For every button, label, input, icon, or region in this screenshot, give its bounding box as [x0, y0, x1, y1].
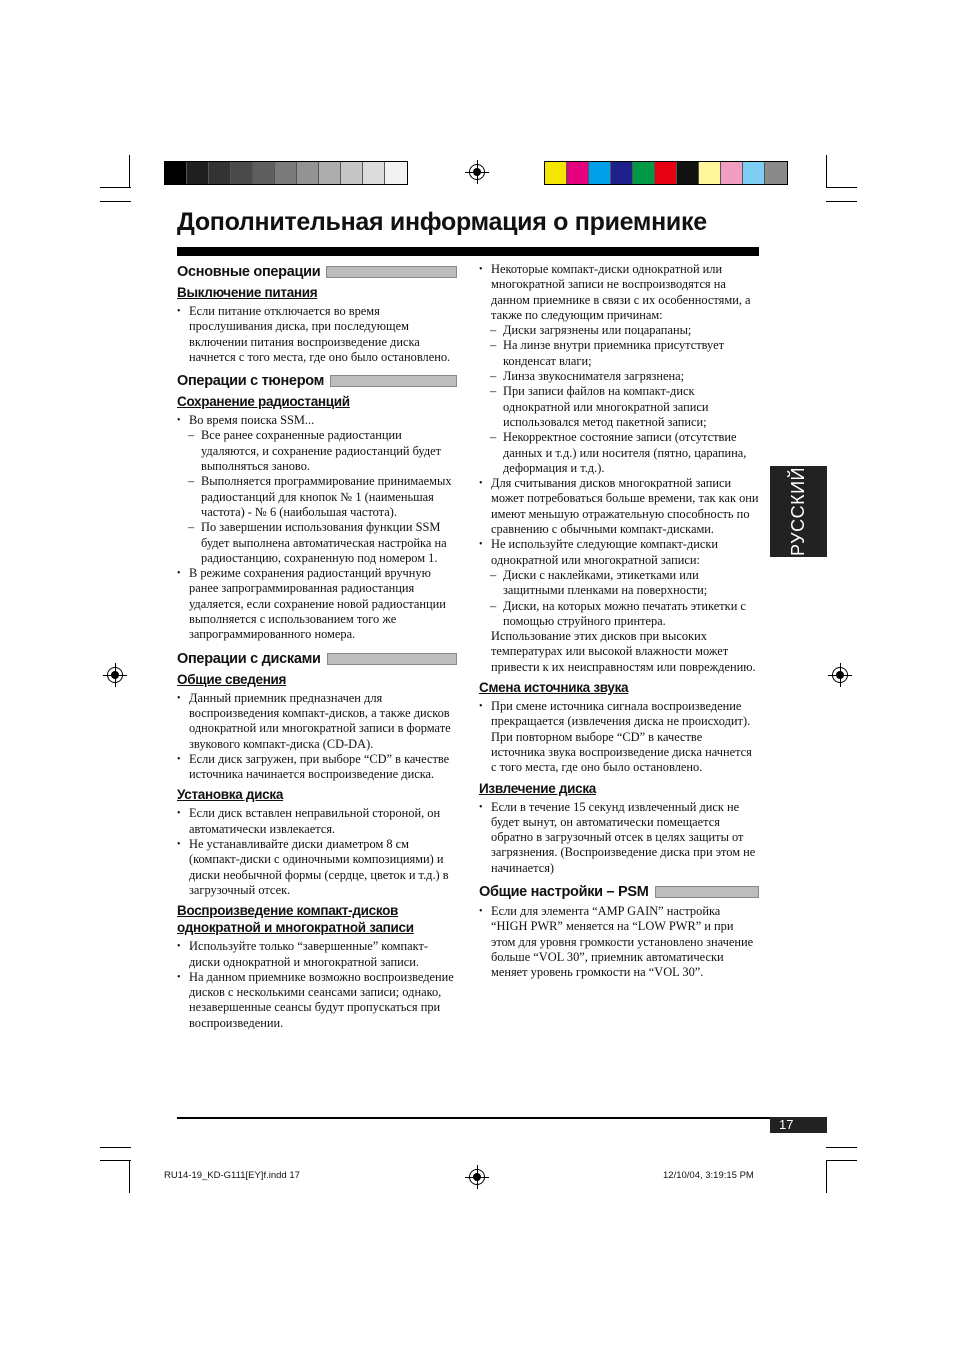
- list-item: • В режиме сохранения радиостанций вручную ранее запрограммированная радиостанция удаляется, если сохранение новой радиостанции выполняется с использованием того же запрограммированного номера.: [177, 566, 457, 642]
- color-swatch: [275, 162, 297, 184]
- paragraph: Использование этих дисков при высоких температурах или высокой влажности может привести к их неисправностям или повреждению.: [491, 629, 756, 674]
- subheading: Воспроизведение компакт-дисков однократной и многократной записи: [177, 903, 414, 936]
- color-swatch: [765, 162, 787, 184]
- footer-file: RU14-19_KD-G111[EY]f.indd 17: [164, 1170, 300, 1181]
- subheading: Выключение питания: [177, 285, 318, 300]
- color-swatch: [187, 162, 209, 184]
- language-tab: РУССКИЙ: [770, 466, 827, 557]
- registration-mark-icon: [107, 667, 123, 683]
- list-item: – При записи файлов на компакт-диск однократной или многократной записи использовался метод пакетной записи;: [479, 384, 759, 430]
- list-item: – По завершении использования функции SSM будет выполнена автоматическая настройка на радиостанцию, сохраненную под номером 1.: [177, 520, 457, 566]
- page-title: Дополнительная информация о приемнике: [177, 208, 707, 236]
- color-swatch: [721, 162, 743, 184]
- color-bar: [544, 161, 788, 185]
- color-swatch: [385, 162, 407, 184]
- color-swatch: [743, 162, 765, 184]
- color-swatch: [209, 162, 231, 184]
- subheading: Общие сведения: [177, 671, 287, 687]
- bottom-rule: [177, 1117, 827, 1119]
- bullet-list: [177, 806, 457, 898]
- list-item: • На данном приемнике возможно воспроизведение дисков с несколькими сеансами записи; однако, незавершенные сеансы будут пропускаться при воспроизведении.: [177, 970, 457, 1031]
- section-heading: Операции с дисками: [177, 651, 457, 667]
- color-swatch: [677, 162, 699, 184]
- color-swatch: [165, 162, 187, 184]
- crop-mark: [129, 155, 130, 188]
- color-swatch: [341, 162, 363, 184]
- list-item: – Диски, на которых можно печатать этикетки с помощью струйного принтера.: [479, 599, 759, 630]
- bullet-list: [479, 800, 759, 876]
- subheading: Сохранение радиостанций: [177, 394, 350, 410]
- color-swatch: [589, 162, 611, 184]
- registration-mark-icon: [469, 1169, 485, 1185]
- subheading: Установка диска: [177, 787, 284, 803]
- section-heading: Основные операции: [177, 264, 457, 280]
- list-item: – Некорректное состояние записи (отсутствие данных и т.д.) или носителя (пятно, царапина, деформация и т.д.).: [479, 430, 759, 476]
- subheading: Смена источника звука: [479, 680, 629, 696]
- list-item: • Не устанавливайте диски диаметром 8 см (компакт-диски с одиночными композициями) и диски необычной формы (сердце, цветок и т.д.) в загрузочный отсек.: [177, 837, 457, 898]
- title-rule: [177, 247, 759, 256]
- crop-mark: [826, 155, 827, 188]
- list-item: – На линзе внутри приемника присутствует конденсат влаги;: [479, 338, 759, 369]
- list-item: • При смене источника сигнала воспроизведение прекращается (извлечения диска не происходит).: [479, 699, 759, 730]
- list-item: • Если в течение 15 секунд извлеченный диск не будет вынут, он автоматически помещается обратно в загрузочный отсек в целях защиты от загрязнения. (Воспроизведение диска при этом не начинается): [479, 800, 759, 876]
- crop-mark: [826, 1147, 857, 1148]
- section-heading: Общие настройки – PSM: [479, 884, 759, 900]
- registration-mark-icon: [832, 667, 848, 683]
- bullet-list: [177, 413, 457, 642]
- left-column: [177, 262, 457, 1031]
- list-item: – Выполняется программирование принимаемых радиостанций для кнопок № 1 (наименьшая частота) - № 6 (наибольшая частота).: [177, 474, 457, 520]
- section-heading: Операции с тюнером: [177, 373, 457, 389]
- bullet-list: [177, 939, 457, 1031]
- list-item: • Не используйте следующие компакт-диски однократной или многократной записи:: [479, 537, 759, 568]
- color-swatch: [253, 162, 275, 184]
- list-item: • Если питание отключается во время прослушивания диска, при последующем включении питания воспроизведение диска начнется с того места, где оно было остановлено.: [177, 304, 457, 365]
- list-item: – Диски с наклейками, этикетками или защитными пленками на поверхности;: [479, 568, 759, 599]
- paragraph: При повторном выборе “CD” в качестве источника звука воспроизведение диска начнется с того места, где оно было остановлено.: [491, 729, 752, 775]
- crop-mark: [100, 1160, 131, 1161]
- crop-mark: [826, 187, 857, 188]
- registration-mark-icon: [469, 164, 485, 180]
- crop-mark: [100, 201, 131, 202]
- list-item: – Все ранее сохраненные радиостанции удаляются, и сохранение радиостанций будет выполняться заново.: [177, 428, 457, 474]
- color-swatch: [655, 162, 677, 184]
- list-item: – Диски загрязнены или поцарапаны;: [479, 323, 759, 338]
- bullet-list: [177, 304, 457, 365]
- color-swatch: [633, 162, 655, 184]
- color-swatch: [319, 162, 341, 184]
- footer-date: 12/10/04, 3:19:15 PM: [663, 1170, 754, 1181]
- color-swatch: [611, 162, 633, 184]
- color-swatch: [363, 162, 385, 184]
- color-swatch: [545, 162, 567, 184]
- crop-mark: [826, 1160, 827, 1193]
- crop-mark: [826, 1160, 857, 1161]
- crop-mark: [826, 201, 857, 202]
- bullet-list: [177, 691, 457, 783]
- subheading: Извлечение диска: [479, 780, 597, 796]
- color-swatch: [297, 162, 319, 184]
- list-item: • Используйте только “завершенные” компакт-диски однократной и многократной записи.: [177, 939, 457, 970]
- crop-mark: [129, 1160, 130, 1193]
- list-item: • Если для элемента “AMP GAIN” настройка “HIGH PWR” меняется на “LOW PWR” и при этом для уровня громкости установлено значение больше “VOL 30”, приемник автоматически меняет уровень громкости на “VOL 30”.: [479, 904, 759, 980]
- page-number: 17: [770, 1117, 827, 1133]
- bullet-list: [479, 699, 759, 775]
- crop-mark: [100, 1147, 131, 1148]
- list-item: • Во время поиска SSM...: [177, 413, 457, 428]
- list-item: • Если диск загружен, при выборе “CD” в качестве источника начинается воспроизведение диска.: [177, 752, 457, 783]
- crop-mark: [100, 187, 131, 188]
- list-item: • Данный приемник предназначен для воспроизведения компакт-дисков, а также дисков однократной или многократной записи в формате звукового компакт-диска (CD-DA).: [177, 691, 457, 752]
- list-item: • Для считывания дисков многократной записи может потребоваться больше времени, так как они имеют меньшую отражательную способность по сравнению с обычными компакт-дисками.: [479, 476, 759, 537]
- list-item: • Если диск вставлен неправильной стороной, он автоматически извлекается.: [177, 806, 457, 837]
- right-column: [479, 262, 759, 980]
- color-swatch: [231, 162, 253, 184]
- list-item: • Некоторые компакт-диски однократной или многократной записи не воспроизводятся на данном приемнике в связи с их особенностями, а также по следующим причинам:: [479, 262, 759, 323]
- color-swatch: [567, 162, 589, 184]
- bullet-list: [479, 262, 759, 675]
- color-swatch: [699, 162, 721, 184]
- bullet-list: [479, 904, 759, 980]
- grayscale-bar: [164, 161, 408, 185]
- list-item: – Линза звукоснимателя загрязнена;: [479, 369, 759, 384]
